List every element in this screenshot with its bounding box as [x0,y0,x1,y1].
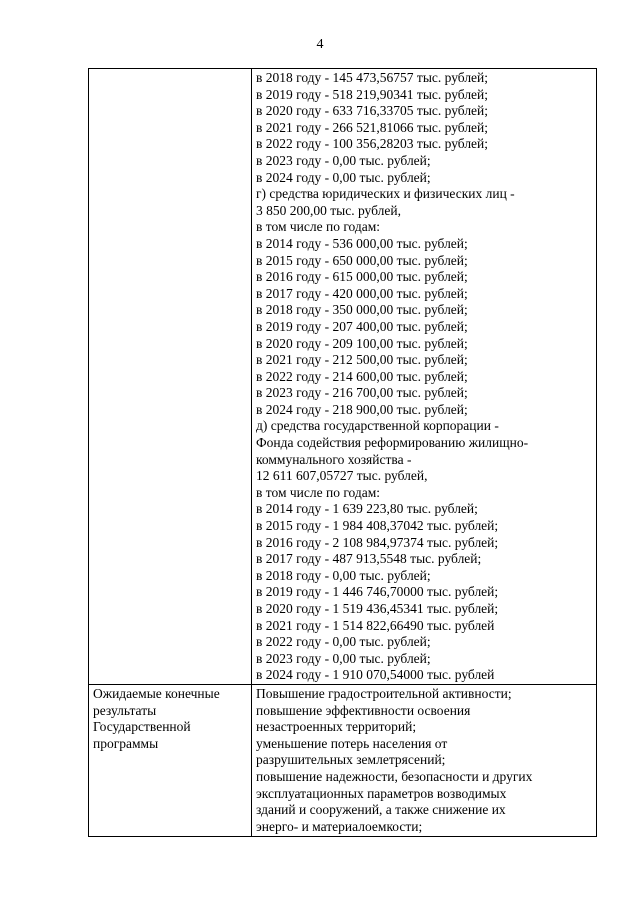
financing-line: в 2023 году - 0,00 тыс. рублей; [256,650,431,666]
financing-line: в 2017 году - 420 000,00 тыс. рублей; [256,285,468,301]
financing-line: в 2021 году - 266 521,81066 тыс. рублей; [256,119,489,135]
results-line: уменьшение потерь населения от [256,735,448,751]
financing-line: в 2022 году - 214 600,00 тыс. рублей; [256,368,468,384]
financing-line: в 2018 году - 145 473,56757 тыс. рублей; [256,70,489,85]
financing-line: Фонда содействия реформированию жилищно- [256,435,529,451]
financing-line: в 2020 году - 633 716,33705 тыс. рублей; [256,103,489,119]
financing-line: в 2021 году - 212 500,00 тыс. рублей; [256,352,468,368]
financing-line: в 2022 году - 100 356,28203 тыс. рублей; [256,136,489,152]
financing-line: в 2014 году - 1 639 223,80 тыс. рублей; [256,501,478,517]
results-label-line: программы [93,735,159,751]
financing-label-cell [89,69,252,685]
financing-line: в 2021 году - 1 514 822,66490 тыс. рублей [256,617,495,633]
financing-line: в 2015 году - 650 000,00 тыс. рублей; [256,252,468,268]
financing-line: в 2024 году - 1 910 070,54000 тыс. рублей [256,667,495,683]
financing-line: в 2019 году - 518 219,90341 тыс. рублей; [256,86,489,102]
financing-line: в 2023 году - 0,00 тыс. рублей; [256,152,431,168]
results-label-line: Ожидаемые конечные [93,685,220,701]
results-line: повышение эффективности освоения [256,702,471,718]
results-line: Повышение градостроительной активности; [256,685,512,701]
financing-line: в 2015 году - 1 984 408,37042 тыс. рублей; [256,518,499,534]
financing-line: 3 850 200,00 тыс. рублей, [256,202,401,218]
program-passport-table [88,68,597,837]
results-line: повышение надежности, безопасности и других [256,768,533,784]
financing-line: в 2019 году - 1 446 746,70000 тыс. рублей; [256,584,499,600]
financing-line: в 2022 году - 0,00 тыс. рублей; [256,634,431,650]
financing-line: в 2016 году - 615 000,00 тыс. рублей; [256,269,468,285]
financing-line: в 2024 году - 0,00 тыс. рублей; [256,169,431,185]
financing-line: коммунального хозяйства - [256,451,412,467]
financing-line: в том числе по годам: [256,219,381,235]
financing-line: в 2019 году - 207 400,00 тыс. рублей; [256,318,468,334]
financing-line: 12 611 607,05727 тыс. рублей, [256,468,428,484]
financing-line: в 2024 году - 218 900,00 тыс. рублей; [256,401,468,417]
financing-line: в 2014 году - 536 000,00 тыс. рублей; [256,235,468,251]
results-line: энерго- и материалоемкости; [256,818,423,834]
financing-line: д) средства государственной корпорации - [256,418,499,434]
financing-line: г) средства юридических и физических лиц - [256,186,515,202]
financing-line: в 2017 году - 487 913,5548 тыс. рублей; [256,551,482,567]
financing-line: в 2016 году - 2 108 984,97374 тыс. рублей; [256,534,499,550]
results-line: разрушительных землетрясений; [256,752,446,768]
financing-value-cell [252,69,597,685]
results-line: эксплуатационных параметров возводимых [256,785,507,801]
financing-line: в том числе по годам: [256,484,381,500]
results-line: зданий и сооружений, а также снижение их [256,802,506,818]
financing-line: в 2020 году - 209 100,00 тыс. рублей; [256,335,468,351]
financing-line: в 2018 году - 0,00 тыс. рублей; [256,567,431,583]
financing-line: в 2018 году - 350 000,00 тыс. рублей; [256,302,468,318]
results-value-cell [252,684,597,836]
table-row [89,684,597,836]
results-label-cell [89,684,252,836]
results-label-line: Государственной [93,719,191,735]
financing-line: в 2020 году - 1 519 436,45341 тыс. рублей; [256,601,499,616]
page-number: 4 [316,37,324,52]
table-row [89,69,597,685]
results-line: незастроенных территорий; [256,719,417,735]
financing-line: в 2023 году - 216 700,00 тыс. рублей; [256,385,468,401]
results-label-line: результаты [93,702,157,718]
